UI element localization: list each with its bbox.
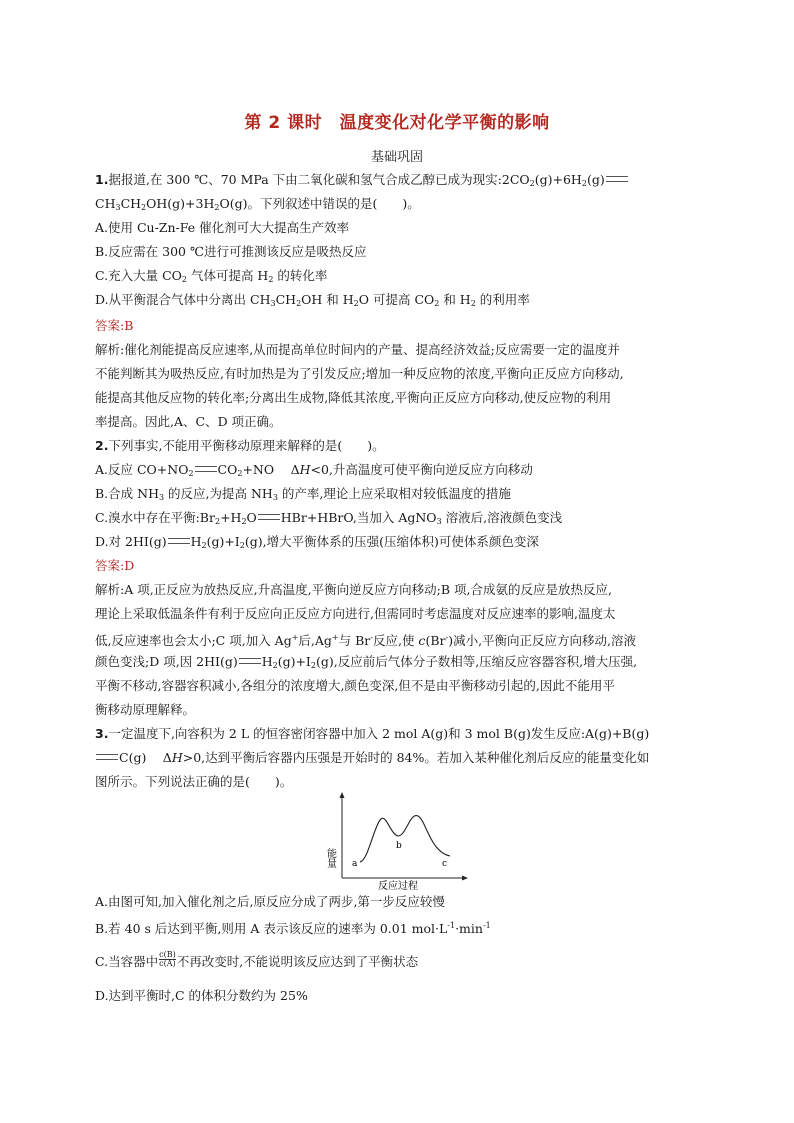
equilibrium-arrow-icon xyxy=(239,658,261,664)
point-a-label: a xyxy=(352,859,358,869)
y-axis-arrow-icon xyxy=(340,792,345,798)
point-b-label: b xyxy=(396,841,402,851)
q1-answer: 答案:B xyxy=(95,318,134,333)
x-axis-arrow-icon xyxy=(462,876,468,881)
energy-profile-diagram xyxy=(320,790,470,890)
q1-option-c: C.充入大量 $CO_2$ 气体可提高 $H_2$ 的转化率 xyxy=(95,268,328,284)
q3-stem-line2: C(g) ΔH>0,达到平衡后容器内压强是开始时的 84%。若加入某种催化剂后反应的能量变化如 xyxy=(95,750,649,766)
q1-explanation-line1: 解析:催化剂能提高反应速率,从而提高单位时间内的产量、提高经济效益;反应需要一定的温度并 xyxy=(95,342,620,357)
q3-stem-line1: 3.一定温度下,向容积为 2 L 的恒容密闭容器中加入 2 mol A(g)和 3 mol B(g)发生反应:A(g)+B(g) xyxy=(95,726,650,741)
q1-number: 1. xyxy=(95,172,109,187)
q1-explanation-line4: 率提高。因此,A、C、D 项正确。 xyxy=(95,414,282,429)
q1-stem-line2: $CH_3CH_2OH(g)+3H_2O(g)$。下列叙述中错误的是( )。 xyxy=(95,196,420,212)
section-heading: 基础巩固 xyxy=(370,150,423,165)
q2-explanation-line6: 衡移动原理解释。 xyxy=(95,702,196,717)
concentration-ratio-fraction: $\frac{c(B)}{c(A)}$ xyxy=(159,950,176,968)
q1-stem-line1: 1.据报道,在 300 ℃、70 MPa 下由二氧化碳和氢气合成乙醇已成为现实$:2CO_2(g)+6H_2(g)$ xyxy=(95,172,629,192)
q2-explanation-line3: 低,反应速率也会太小;C 项,加入 Ag+后,Ag+与 Br-反应,使 c(Br-)减小,平衡向正反应方向移动,溶液 xyxy=(95,633,637,648)
q2-option-a: A.反应 $CO+NO_2$ $CO_2+NO$ ΔH<0,升高温度可使平衡向逆反应方向移动 xyxy=(95,462,533,478)
equilibrium-arrow-icon xyxy=(606,176,628,182)
q2-option-c: C.溴水中存在平衡$:Br_2+H_2O$ HBr+HBrO,当加入 AgNO$_3$ 溶液后,溶液颜色变浅 xyxy=(95,510,563,526)
equilibrium-arrow-icon xyxy=(258,514,280,520)
q1-option-a: A.使用 Cu-Zn-Fe 催化剂可大大提高生产效率 xyxy=(95,220,350,235)
q2-option-b: B.合成 $NH_3$ 的反应,为提高 $NH_3$ 的产率,理论上应采取相对较低温度的措施 xyxy=(95,486,511,502)
q3-option-d: D.达到平衡时,C 的体积分数约为 25% xyxy=(95,988,308,1003)
q2-stem: 2.下列事实,不能用平衡移动原理来解释的是( )。 xyxy=(95,438,385,453)
equilibrium-arrow-icon xyxy=(195,466,217,472)
q1-explanation-line2: 不能判断其为吸热反应,有时加热是为了引发反应;增加一种反应物的浓度,平衡向正反应方向移动, xyxy=(95,366,624,381)
q2-explanation-line4: 颜色变浅;D 项,因 2HI(g) $H_2(g)+I_2(g)$,反应前后气体分子数相等,压缩反应容器容积,增大压强, xyxy=(95,654,638,670)
q3-number: 3. xyxy=(95,726,109,741)
q2-explanation-line5: 平衡不移动,容器容积减小,各组分的浓度增大,颜色变深,但不是由平衡移动引起的,因此不能用平 xyxy=(95,678,615,693)
energy-curve xyxy=(360,816,450,862)
q3-option-a: A.由图可知,加入催化剂之后,原反应分成了两步,第一步反应较慢 xyxy=(95,894,445,909)
q2-option-d: D.对 2HI(g) $H_2(g)+I_2(g)$,增大平衡体系的压强(压缩体积)可使体系颜色变深 xyxy=(95,534,539,550)
lesson-title: 第 2 课时 温度变化对化学平衡的影响 xyxy=(244,113,550,133)
q1-option-b: B.反应需在 300 ℃进行可推测该反应是吸热反应 xyxy=(95,244,367,259)
q3-stem-line3: 图所示。下列说法正确的是( )。 xyxy=(95,774,293,789)
q2-explanation-line1: 解析:A 项,正反应为放热反应,升高温度,平衡向逆反应方向移动;B 项,合成氨的反应是放热反应, xyxy=(95,582,612,597)
q1-option-d: D.从平衡混合气体中分离出 $CH_3CH_2OH$ 和 $H_2O$ 可提高 $CO_2$ 和 $H_2$ 的利用率 xyxy=(95,292,530,308)
point-c-label: c xyxy=(442,859,448,869)
equilibrium-arrow-icon xyxy=(96,754,118,760)
x-axis-label: 反应过程 xyxy=(378,881,418,890)
y-axis-label: 能量 xyxy=(324,848,336,868)
q2-number: 2. xyxy=(95,438,109,453)
q1-explanation-line3: 能提高其他反应物的转化率;分离出生成物,降低其浓度,平衡向正反应方向移动,使反应物的利用 xyxy=(95,390,612,405)
equilibrium-arrow-icon xyxy=(168,538,190,544)
q2-answer: 答案:D xyxy=(95,558,135,573)
q3-option-c: C.当容器中 $\frac{c(B)}{c(A)}$ 不再改变时,不能说明该反应达到了平衡状态 xyxy=(95,950,419,969)
q2-explanation-line2: 理论上采取低温条件有利于反应向正反应方向进行,但需同时考虑温度对反应速率的影响,温度太 xyxy=(95,606,616,621)
q3-option-b: B.若 40 s 后达到平衡,则用 A 表示该反应的速率为 0.01 $mol\cdot L^{-1}\cdot\min^{-1}$ xyxy=(95,921,491,936)
